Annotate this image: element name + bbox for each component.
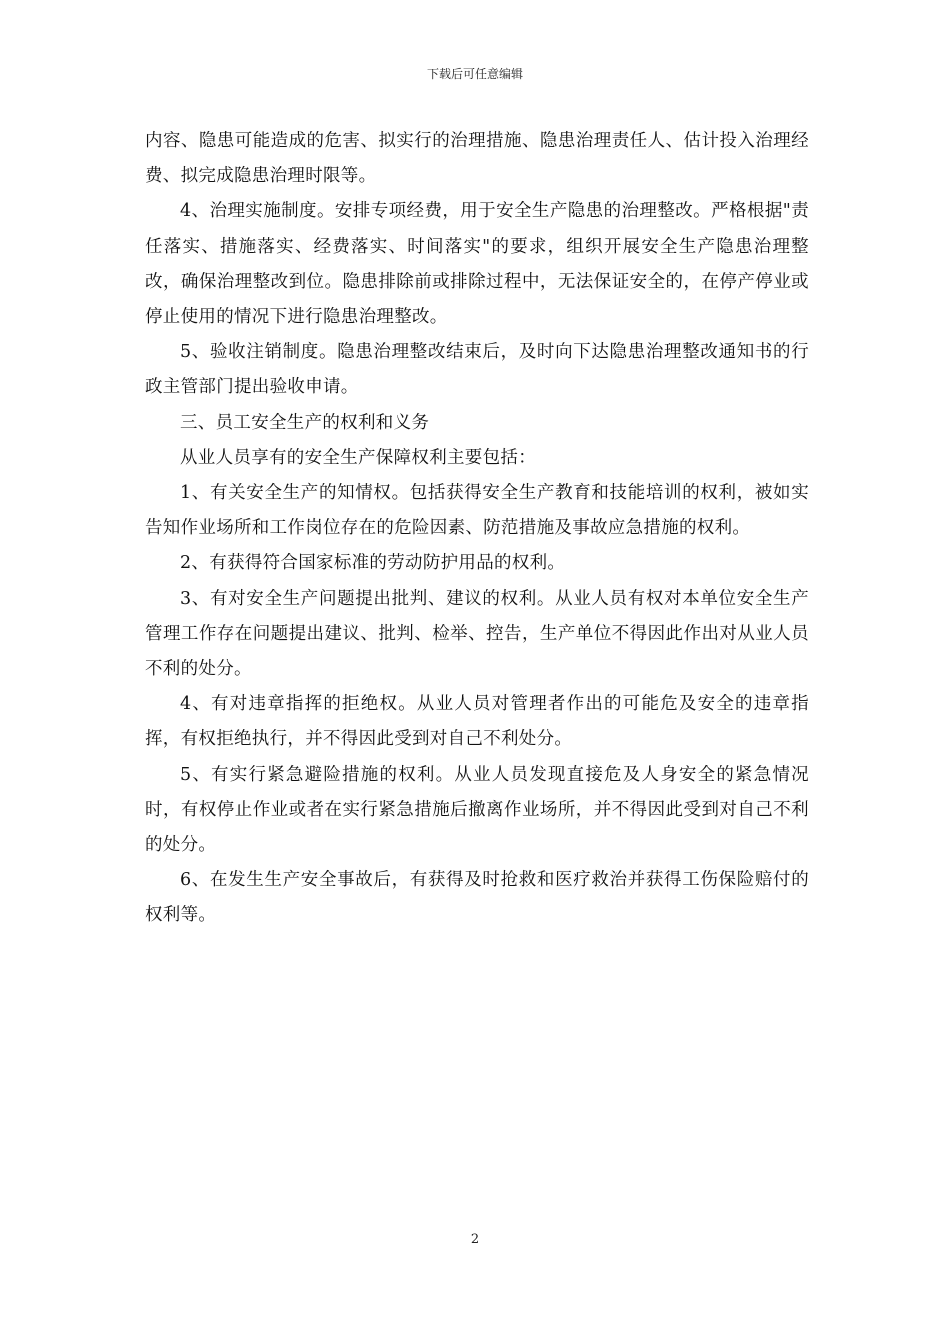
paragraph-rectification-system: 4、治理实施制度。安排专项经费，用于安全生产隐患的治理整改。严格根据"责任落实、措施落实、经费落实、时间落实"的要求，组织开展安全生产隐患治理整改，确保治理整改到位。隐患排除前或排除过程中，无法保证安全的，在停产停业或停止使用的情况下进行隐患治理整改。 xyxy=(145,201,809,328)
document-body xyxy=(145,124,809,934)
paragraph-rights-intro: 从业人员享有的安全生产保障权利主要包括： xyxy=(180,447,536,468)
section-heading: 三、员工安全生产的权利和义务 xyxy=(180,412,430,433)
page-header: 下载后可任意编辑 xyxy=(426,67,523,81)
paragraph-continuation: 内容、隐患可能造成的危害、拟实行的治理措施、隐患治理责任人、估计投入治理经费、拟完成隐患治理时限等。 xyxy=(145,131,809,187)
paragraph-right-1: 1、有关安全生产的知情权。包括获得安全生产教育和技能培训的权利，被如实告知作业场所和工作岗位存在的危险因素、防范措施及事故应急措施的权利。 xyxy=(145,483,809,539)
page-number: 2 xyxy=(470,1232,480,1247)
paragraph-right-4: 4、有对违章指挥的拒绝权。从业人员对管理者作出的可能危及安全的违章指挥，有权拒绝执行，并不得因此受到对自己不利处分。 xyxy=(145,694,809,750)
paragraph-acceptance-system: 5、验收注销制度。隐患治理整改结束后，及时向下达隐患治理整改通知书的行政主管部门提出验收申请。 xyxy=(145,342,809,398)
paragraph-right-6: 6、在发生生产安全事故后，有获得及时抢救和医疗救治并获得工伤保险赔付的权利等。 xyxy=(145,870,809,926)
paragraph-right-3: 3、有对安全生产问题提出批判、建议的权利。从业人员有权对本单位安全生产管理工作存在问题提出建议、批判、检举、控告，生产单位不得因此作出对从业人员不利的处分。 xyxy=(145,588,809,680)
paragraph-right-2: 2、有获得符合国家标准的劳动防护用品的权利。 xyxy=(180,553,566,574)
paragraph-right-5: 5、有实行紧急避险措施的权利。从业人员发现直接危及人身安全的紧急情况时，有权停止作业或者在实行紧急措施后撤离作业场所，并不得因此受到对自己不利的处分。 xyxy=(145,764,809,856)
